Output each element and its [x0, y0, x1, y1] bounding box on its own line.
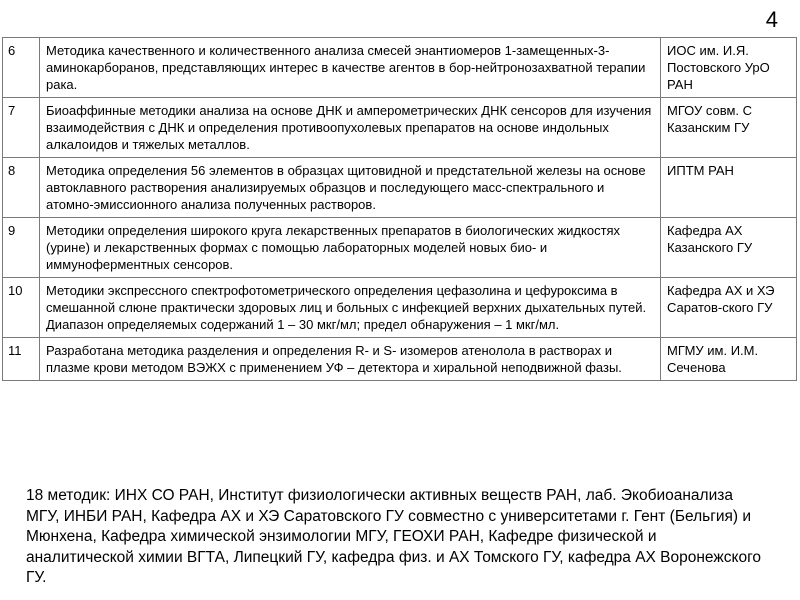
- organization-cell: МГМУ им. И.М. Сеченова: [661, 338, 797, 381]
- method-description-cell: Методика качественного и количественного анализа смесей энантиомеров 1-замещенных-3-аминокарборанов, представляющих интерес в качестве агентов в бор-нейтронозахватной терапии рака.: [40, 38, 661, 98]
- methods-table: [2, 37, 797, 381]
- table-row: [3, 158, 797, 218]
- method-description-cell: Методики экспрессного спектрофотометрического определения цефазолина и цефуроксима в смешанной слюне практически здоровых лиц и больных с инфекцией верхних дыхательных путей. Диапазон определяемых содержаний 1 – 30 мкг/мл; предел обнаружения – 1 мкг/мл.: [40, 278, 661, 338]
- row-number-cell: 7: [3, 98, 40, 158]
- method-description-cell: Разработана методика разделения и определения R- и S- изомеров атенолола в растворах и плазме крови методом ВЭЖХ с применением УФ – детектора и хиральной неподвижной фазы.: [40, 338, 661, 381]
- page-number: 4: [765, 7, 778, 32]
- row-number-cell: 6: [3, 38, 40, 98]
- table-row: [3, 38, 797, 98]
- row-number-cell: 10: [3, 278, 40, 338]
- row-number-cell: 8: [3, 158, 40, 218]
- row-number-cell: 9: [3, 218, 40, 278]
- organization-cell: Кафедра АХ Казанского ГУ: [661, 218, 797, 278]
- row-number-cell: 11: [3, 338, 40, 381]
- organization-cell: ИПТМ РАН: [661, 158, 797, 218]
- organization-cell: ИОС им. И.Я. Постовского УрО РАН: [661, 38, 797, 98]
- method-description-cell: Методика определения 56 элементов в образцах щитовидной и предстательной железы на основе автоклавного растворения анализируемых образцов и последующего масс-спектрального и атомно-эмиссионного анализа полученных растворов.: [40, 158, 661, 218]
- organization-cell: МГОУ совм. С Казанским ГУ: [661, 98, 797, 158]
- method-description-cell: Методики определения широкого круга лекарственных препаратов в биологических жидкостях (урине) и лекарственных формах с помощью лабораторных моделей новых био- и иммуноферментных сенсоров.: [40, 218, 661, 278]
- table-row: [3, 98, 797, 158]
- method-description-cell: Биоаффинные методики анализа на основе ДНК и амперометрических ДНК сенсоров для изучения взаимодействия с ДНК и определения противоопухолевых препаратов на основе индольных алкалоидов и тяжелых металлов.: [40, 98, 661, 158]
- table-row: [3, 278, 797, 338]
- table-row: [3, 218, 797, 278]
- table-row: [3, 338, 797, 381]
- organization-cell: Кафедра АХ и ХЭ Саратов-ского ГУ: [661, 278, 797, 338]
- footer-summary-text: 18 методик: ИНХ СО РАН, Институт физиологически активных веществ РАН, лаб. Экобиоанализа МГУ, ИНБИ РАН, Кафедра АХ и ХЭ Саратовского ГУ совместно с университетами г. Гент (Бельгия) и Мюнхена, Кафедра химической энзимологии МГУ, ГЕОХИ РАН, Кафедре физической и аналитической химии ВГТА, Липецкий ГУ, кафедра физ. и АХ Томского ГУ, кафедра АХ Воронежского ГУ.: [26, 487, 762, 586]
